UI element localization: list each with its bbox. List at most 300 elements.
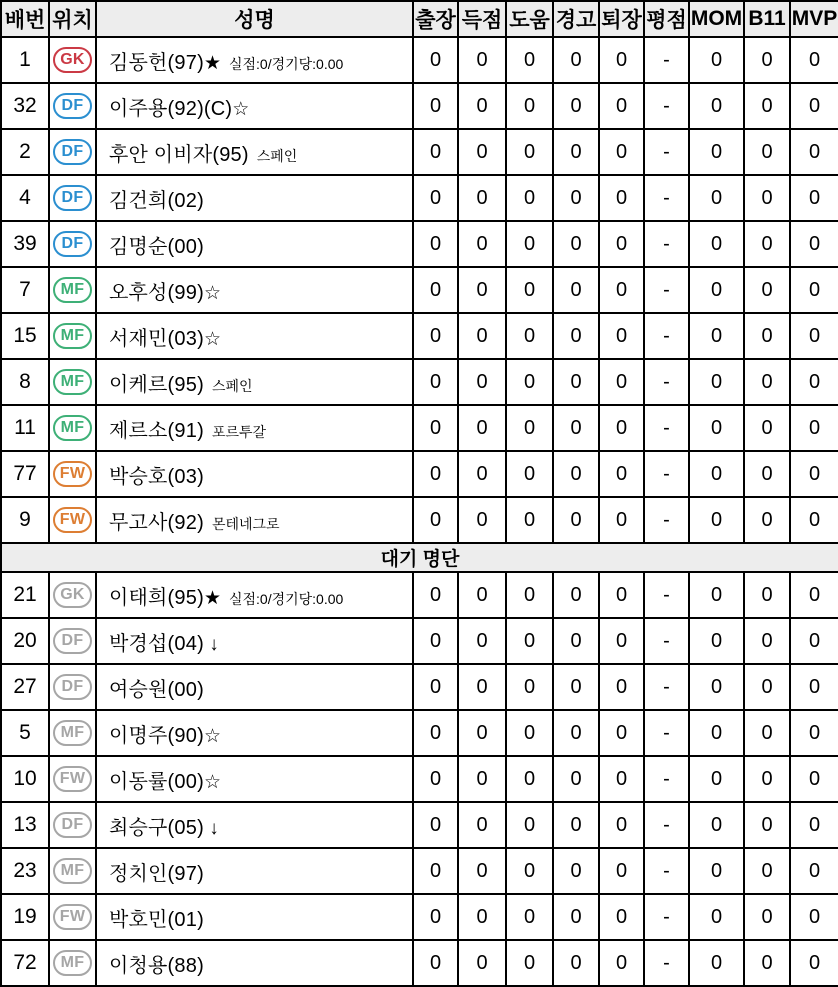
jersey-number-cell: 19 <box>1 894 49 940</box>
stat-yellow-cards-cell: 0 <box>553 37 599 83</box>
stat-appearances-cell: 0 <box>413 175 458 221</box>
position-cell <box>49 756 96 802</box>
stat-mvp-cell: 0 <box>790 221 838 267</box>
stat-b11-cell: 0 <box>744 175 790 221</box>
stat-appearances-cell: 0 <box>413 802 458 848</box>
player-name-cell <box>96 313 413 359</box>
stat-appearances-cell: 0 <box>413 37 458 83</box>
stat-mvp-cell: 0 <box>790 572 838 618</box>
stat-appearances-cell: 0 <box>413 451 458 497</box>
stat-mom-cell: 0 <box>689 940 744 986</box>
player-note: 스페인 <box>256 147 298 164</box>
jersey-number-cell: 72 <box>1 940 49 986</box>
stat-appearances-cell: 0 <box>413 572 458 618</box>
jersey-number-cell: 8 <box>1 359 49 405</box>
player-row[interactable] <box>1 802 838 848</box>
stat-appearances-cell: 0 <box>413 359 458 405</box>
stat-goals-cell: 0 <box>458 664 506 710</box>
stat-rating-cell: - <box>644 359 689 405</box>
player-name-cell <box>96 572 413 618</box>
position-cell <box>49 405 96 451</box>
stat-yellow-cards-cell: 0 <box>553 221 599 267</box>
position-badge: MF <box>53 369 92 395</box>
position-badge: MF <box>53 323 92 349</box>
stat-red-cards-cell: 0 <box>599 221 644 267</box>
stat-mvp-cell: 0 <box>790 710 838 756</box>
star-filled-icon: ★ <box>203 52 221 74</box>
column-header-rating: 평점 <box>644 1 689 37</box>
position-badge: FW <box>53 507 92 533</box>
stat-mom-cell: 0 <box>689 618 744 664</box>
stat-mom-cell: 0 <box>689 129 744 175</box>
stat-appearances-cell: 0 <box>413 756 458 802</box>
stat-mvp-cell: 0 <box>790 129 838 175</box>
stat-rating-cell: - <box>644 313 689 359</box>
stat-goals-cell: 0 <box>458 83 506 129</box>
player-name: 정치인(97) <box>109 862 204 885</box>
position-badge: DF <box>53 674 92 700</box>
stat-yellow-cards-cell: 0 <box>553 313 599 359</box>
stat-assists-cell: 0 <box>506 83 553 129</box>
stat-goals-cell: 0 <box>458 175 506 221</box>
stat-rating-cell: - <box>644 710 689 756</box>
player-name-cell <box>96 664 413 710</box>
table-header <box>1 1 838 37</box>
stat-goals-cell: 0 <box>458 710 506 756</box>
player-name: 제르소(91) <box>109 419 204 442</box>
player-name-cell <box>96 940 413 986</box>
jersey-number-cell: 15 <box>1 313 49 359</box>
stat-mom-cell: 0 <box>689 313 744 359</box>
stat-mom-cell: 0 <box>689 710 744 756</box>
column-header-jersey-number: 배번 <box>1 1 49 37</box>
star-outline-icon: ☆ <box>232 98 250 120</box>
position-cell <box>49 710 96 756</box>
stat-mom-cell: 0 <box>689 497 744 543</box>
stat-goals-cell: 0 <box>458 313 506 359</box>
stat-yellow-cards-cell: 0 <box>553 848 599 894</box>
stat-goals-cell: 0 <box>458 802 506 848</box>
position-badge: MF <box>53 950 92 976</box>
stat-red-cards-cell: 0 <box>599 940 644 986</box>
player-name-cell <box>96 221 413 267</box>
stat-b11-cell: 0 <box>744 129 790 175</box>
stat-assists-cell: 0 <box>506 451 553 497</box>
stat-goals-cell: 0 <box>458 451 506 497</box>
player-note: 몬테네그로 <box>211 515 280 532</box>
stat-mom-cell: 0 <box>689 756 744 802</box>
stat-appearances-cell: 0 <box>413 894 458 940</box>
stat-rating-cell: - <box>644 618 689 664</box>
stat-mom-cell: 0 <box>689 405 744 451</box>
stat-red-cards-cell: 0 <box>599 894 644 940</box>
stat-goals-cell: 0 <box>458 894 506 940</box>
column-header-b11: B11 <box>744 1 790 37</box>
stat-mvp-cell: 0 <box>790 451 838 497</box>
jersey-number-cell: 27 <box>1 664 49 710</box>
star-outline-icon: ☆ <box>203 725 221 747</box>
stat-b11-cell: 0 <box>744 802 790 848</box>
stat-assists-cell: 0 <box>506 313 553 359</box>
stat-appearances-cell: 0 <box>413 313 458 359</box>
stat-mvp-cell: 0 <box>790 359 838 405</box>
position-cell <box>49 359 96 405</box>
stat-yellow-cards-cell: 0 <box>553 83 599 129</box>
player-row[interactable] <box>1 175 838 221</box>
stat-mvp-cell: 0 <box>790 497 838 543</box>
stat-red-cards-cell: 0 <box>599 618 644 664</box>
stat-rating-cell: - <box>644 572 689 618</box>
position-badge: DF <box>53 139 92 165</box>
position-badge: FW <box>53 461 92 487</box>
stat-yellow-cards-cell: 0 <box>553 894 599 940</box>
position-cell <box>49 37 96 83</box>
stat-yellow-cards-cell: 0 <box>553 664 599 710</box>
stat-yellow-cards-cell: 0 <box>553 940 599 986</box>
stat-mvp-cell: 0 <box>790 83 838 129</box>
position-badge: MF <box>53 415 92 441</box>
stat-appearances-cell: 0 <box>413 848 458 894</box>
position-badge: DF <box>53 93 92 119</box>
stat-assists-cell: 0 <box>506 359 553 405</box>
stat-assists-cell: 0 <box>506 940 553 986</box>
stat-mom-cell: 0 <box>689 359 744 405</box>
player-name-cell <box>96 710 413 756</box>
stat-rating-cell: - <box>644 37 689 83</box>
stat-b11-cell: 0 <box>744 497 790 543</box>
stat-red-cards-cell: 0 <box>599 451 644 497</box>
stat-b11-cell: 0 <box>744 572 790 618</box>
stat-rating-cell: - <box>644 664 689 710</box>
stat-red-cards-cell: 0 <box>599 756 644 802</box>
stat-b11-cell: 0 <box>744 618 790 664</box>
stat-yellow-cards-cell: 0 <box>553 497 599 543</box>
player-row[interactable] <box>1 848 838 894</box>
column-header-name: 성명 <box>96 1 413 37</box>
stat-mom-cell: 0 <box>689 802 744 848</box>
star-filled-icon: ★ <box>203 587 221 609</box>
stat-goals-cell: 0 <box>458 756 506 802</box>
jersey-number-cell: 13 <box>1 802 49 848</box>
player-row[interactable] <box>1 313 838 359</box>
player-name-cell <box>96 359 413 405</box>
bench-section-divider <box>1 543 838 572</box>
jersey-number-cell: 39 <box>1 221 49 267</box>
stat-b11-cell: 0 <box>744 83 790 129</box>
stat-b11-cell: 0 <box>744 221 790 267</box>
stat-mom-cell: 0 <box>689 664 744 710</box>
player-row[interactable] <box>1 664 838 710</box>
stat-appearances-cell: 0 <box>413 664 458 710</box>
stat-red-cards-cell: 0 <box>599 267 644 313</box>
player-note: 실점:0/경기당:0.00 <box>228 55 344 72</box>
stat-assists-cell: 0 <box>506 129 553 175</box>
player-row[interactable] <box>1 497 838 543</box>
player-name-cell <box>96 175 413 221</box>
stat-yellow-cards-cell: 0 <box>553 129 599 175</box>
position-badge: GK <box>53 47 92 73</box>
position-badge: DF <box>53 628 92 654</box>
stat-yellow-cards-cell: 0 <box>553 175 599 221</box>
stat-appearances-cell: 0 <box>413 83 458 129</box>
player-row[interactable] <box>1 405 838 451</box>
stat-red-cards-cell: 0 <box>599 664 644 710</box>
jersey-number-cell: 4 <box>1 175 49 221</box>
position-badge: MF <box>53 277 92 303</box>
down-arrow-icon: ↓ <box>203 633 219 655</box>
stat-appearances-cell: 0 <box>413 497 458 543</box>
player-row[interactable] <box>1 359 838 405</box>
stat-red-cards-cell: 0 <box>599 802 644 848</box>
stat-yellow-cards-cell: 0 <box>553 572 599 618</box>
stat-b11-cell: 0 <box>744 37 790 83</box>
stat-red-cards-cell: 0 <box>599 359 644 405</box>
player-name: 오후성(99) <box>109 281 204 304</box>
player-name-cell <box>96 129 413 175</box>
stat-mvp-cell: 0 <box>790 313 838 359</box>
player-name: 여승원(00) <box>109 678 204 701</box>
stat-appearances-cell: 0 <box>413 267 458 313</box>
player-note: 스페인 <box>211 377 253 394</box>
player-name-cell <box>96 756 413 802</box>
stat-goals-cell: 0 <box>458 129 506 175</box>
position-cell <box>49 802 96 848</box>
position-cell <box>49 572 96 618</box>
stat-assists-cell: 0 <box>506 894 553 940</box>
stat-yellow-cards-cell: 0 <box>553 618 599 664</box>
column-header-red-cards: 퇴장 <box>599 1 644 37</box>
stat-mom-cell: 0 <box>689 572 744 618</box>
position-cell <box>49 83 96 129</box>
position-cell <box>49 664 96 710</box>
stat-mvp-cell: 0 <box>790 940 838 986</box>
jersey-number-cell: 32 <box>1 83 49 129</box>
position-cell <box>49 451 96 497</box>
stat-yellow-cards-cell: 0 <box>553 756 599 802</box>
stat-red-cards-cell: 0 <box>599 129 644 175</box>
position-cell <box>49 221 96 267</box>
stat-goals-cell: 0 <box>458 221 506 267</box>
player-row[interactable] <box>1 221 838 267</box>
player-name: 이동률(00) <box>109 770 204 793</box>
stat-goals-cell: 0 <box>458 359 506 405</box>
player-row[interactable] <box>1 894 838 940</box>
position-cell <box>49 175 96 221</box>
stat-assists-cell: 0 <box>506 618 553 664</box>
stat-b11-cell: 0 <box>744 848 790 894</box>
jersey-number-cell: 20 <box>1 618 49 664</box>
position-badge: MF <box>53 720 92 746</box>
stat-mvp-cell: 0 <box>790 267 838 313</box>
stat-assists-cell: 0 <box>506 221 553 267</box>
stat-mvp-cell: 0 <box>790 664 838 710</box>
star-outline-icon: ☆ <box>203 282 221 304</box>
stat-yellow-cards-cell: 0 <box>553 267 599 313</box>
player-name: 무고사(92) <box>109 511 204 534</box>
stat-red-cards-cell: 0 <box>599 497 644 543</box>
stat-b11-cell: 0 <box>744 756 790 802</box>
position-badge: FW <box>53 766 92 792</box>
stat-goals-cell: 0 <box>458 940 506 986</box>
stat-assists-cell: 0 <box>506 497 553 543</box>
stat-appearances-cell: 0 <box>413 618 458 664</box>
jersey-number-cell: 9 <box>1 497 49 543</box>
jersey-number-cell: 10 <box>1 756 49 802</box>
position-badge: DF <box>53 185 92 211</box>
stat-goals-cell: 0 <box>458 572 506 618</box>
jersey-number-cell: 77 <box>1 451 49 497</box>
stat-yellow-cards-cell: 0 <box>553 710 599 756</box>
stat-rating-cell: - <box>644 802 689 848</box>
stat-mvp-cell: 0 <box>790 894 838 940</box>
stat-goals-cell: 0 <box>458 848 506 894</box>
player-name-cell <box>96 451 413 497</box>
down-arrow-icon: ↓ <box>203 817 219 839</box>
stat-mvp-cell: 0 <box>790 848 838 894</box>
stat-b11-cell: 0 <box>744 451 790 497</box>
stat-mom-cell: 0 <box>689 83 744 129</box>
player-row[interactable] <box>1 572 838 618</box>
player-name-cell <box>96 802 413 848</box>
stat-rating-cell: - <box>644 756 689 802</box>
stat-rating-cell: - <box>644 940 689 986</box>
stat-red-cards-cell: 0 <box>599 405 644 451</box>
stat-mvp-cell: 0 <box>790 618 838 664</box>
stat-rating-cell: - <box>644 83 689 129</box>
stat-mvp-cell: 0 <box>790 802 838 848</box>
player-row[interactable] <box>1 756 838 802</box>
stat-mom-cell: 0 <box>689 37 744 83</box>
player-name: 김명순(00) <box>109 235 204 258</box>
position-cell <box>49 894 96 940</box>
stat-b11-cell: 0 <box>744 710 790 756</box>
column-header-goals: 득점 <box>458 1 506 37</box>
player-name: 이태희(95) <box>109 586 204 609</box>
position-cell <box>49 940 96 986</box>
player-name: 박승호(03) <box>109 465 204 488</box>
stat-rating-cell: - <box>644 129 689 175</box>
player-row[interactable] <box>1 37 838 83</box>
bench-section-label: 대기 명단 <box>1 543 838 572</box>
jersey-number-cell: 23 <box>1 848 49 894</box>
stat-yellow-cards-cell: 0 <box>553 451 599 497</box>
player-name: 이주용(92)(C) <box>109 97 233 120</box>
stat-goals-cell: 0 <box>458 618 506 664</box>
player-name: 이케르(95) <box>109 373 204 396</box>
position-badge: GK <box>53 582 92 608</box>
position-cell <box>49 497 96 543</box>
player-row[interactable] <box>1 618 838 664</box>
column-header-appearances: 출장 <box>413 1 458 37</box>
player-row[interactable] <box>1 267 838 313</box>
column-header-mvp: MVP <box>790 1 838 37</box>
stat-mvp-cell: 0 <box>790 756 838 802</box>
stat-mom-cell: 0 <box>689 848 744 894</box>
player-row[interactable] <box>1 129 838 175</box>
position-badge: DF <box>53 231 92 257</box>
stat-assists-cell: 0 <box>506 756 553 802</box>
player-name: 김동헌(97) <box>109 51 204 74</box>
player-name-cell <box>96 894 413 940</box>
stat-goals-cell: 0 <box>458 37 506 83</box>
stat-appearances-cell: 0 <box>413 405 458 451</box>
position-cell <box>49 848 96 894</box>
stat-b11-cell: 0 <box>744 940 790 986</box>
stat-rating-cell: - <box>644 894 689 940</box>
player-name: 김건희(02) <box>109 189 204 212</box>
star-outline-icon: ☆ <box>203 328 221 350</box>
stat-appearances-cell: 0 <box>413 221 458 267</box>
stat-yellow-cards-cell: 0 <box>553 802 599 848</box>
position-badge: FW <box>53 904 92 930</box>
stat-rating-cell: - <box>644 405 689 451</box>
stat-red-cards-cell: 0 <box>599 175 644 221</box>
player-name: 최승구(05) <box>109 816 204 839</box>
stat-red-cards-cell: 0 <box>599 848 644 894</box>
stat-goals-cell: 0 <box>458 405 506 451</box>
stat-mvp-cell: 0 <box>790 175 838 221</box>
stat-red-cards-cell: 0 <box>599 313 644 359</box>
player-row[interactable] <box>1 940 838 986</box>
position-cell <box>49 129 96 175</box>
column-header-position: 위치 <box>49 1 96 37</box>
player-note: 포르투갈 <box>211 423 267 440</box>
jersey-number-cell: 1 <box>1 37 49 83</box>
player-row[interactable] <box>1 710 838 756</box>
player-row[interactable] <box>1 451 838 497</box>
player-name-cell <box>96 83 413 129</box>
stat-assists-cell: 0 <box>506 175 553 221</box>
stat-mvp-cell: 0 <box>790 37 838 83</box>
player-name-cell <box>96 37 413 83</box>
player-name-cell <box>96 497 413 543</box>
stat-red-cards-cell: 0 <box>599 37 644 83</box>
stat-mom-cell: 0 <box>689 221 744 267</box>
stat-mom-cell: 0 <box>689 267 744 313</box>
position-badge: MF <box>53 858 92 884</box>
stat-b11-cell: 0 <box>744 405 790 451</box>
position-badge: DF <box>53 812 92 838</box>
jersey-number-cell: 21 <box>1 572 49 618</box>
stat-red-cards-cell: 0 <box>599 572 644 618</box>
stat-yellow-cards-cell: 0 <box>553 359 599 405</box>
player-note: 실점:0/경기당:0.00 <box>228 590 344 607</box>
stat-mvp-cell: 0 <box>790 405 838 451</box>
stat-rating-cell: - <box>644 175 689 221</box>
stat-appearances-cell: 0 <box>413 129 458 175</box>
position-cell <box>49 618 96 664</box>
jersey-number-cell: 7 <box>1 267 49 313</box>
column-header-mom: MOM <box>689 1 744 37</box>
stat-rating-cell: - <box>644 848 689 894</box>
player-name: 박경섭(04) <box>109 632 204 655</box>
stat-goals-cell: 0 <box>458 267 506 313</box>
stat-b11-cell: 0 <box>744 359 790 405</box>
stat-rating-cell: - <box>644 497 689 543</box>
stat-goals-cell: 0 <box>458 497 506 543</box>
stat-yellow-cards-cell: 0 <box>553 405 599 451</box>
stat-red-cards-cell: 0 <box>599 710 644 756</box>
player-name: 박호민(01) <box>109 908 204 931</box>
player-name: 이청용(88) <box>109 954 204 977</box>
jersey-number-cell: 2 <box>1 129 49 175</box>
column-header-assists: 도움 <box>506 1 553 37</box>
stat-assists-cell: 0 <box>506 710 553 756</box>
player-name-cell <box>96 848 413 894</box>
player-name: 이명주(90) <box>109 724 204 747</box>
player-row[interactable] <box>1 83 838 129</box>
stat-rating-cell: - <box>644 451 689 497</box>
